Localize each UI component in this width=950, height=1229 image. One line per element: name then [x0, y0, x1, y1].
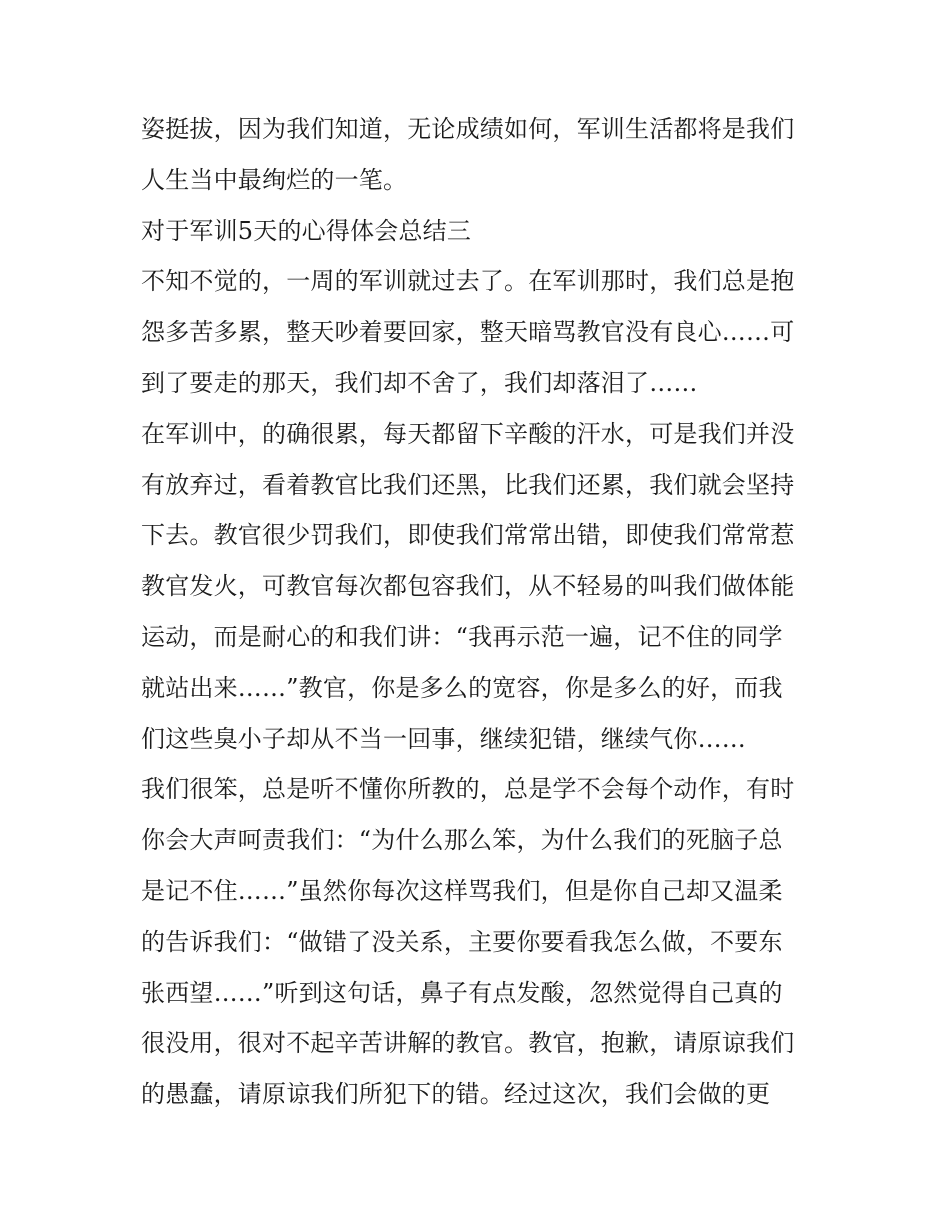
paragraph-line: 姿挺拔，因为我们知道，无论成绩如何，军训生活都将是我们 — [141, 115, 795, 143]
paragraph-line: 很没用，很对不起辛苦讲解的教官。教官，抱歉，请原谅我们 — [141, 1029, 795, 1058]
paragraph-line: 是记不住……”虽然你每次这样骂我们，但是你自己却又温柔 — [141, 876, 783, 905]
paragraph-line: 的告诉我们：“做错了没关系，主要你要看我怎么做，不要东 — [141, 927, 783, 956]
paragraph-line: 张西望……”听到这句话，鼻子有点发酸，忽然觉得自己真的 — [141, 978, 783, 1007]
paragraph-line: 的愚蠢，请原谅我们所犯下的错。经过这次，我们会做的更 — [141, 1080, 771, 1109]
paragraph-line: 我们很笨，总是听不懂你所教的，总是学不会每个动作，有时 — [141, 775, 795, 804]
paragraph-line: 有放弃过，看着教官比我们还黑，比我们还累，我们就会坚持 — [141, 470, 795, 499]
paragraph-line: 怨多苦多累，整天吵着要回家，整天暗骂教官没有良心……可 — [141, 318, 795, 347]
paragraph-line: 在军训中，的确很累，每天都留下辛酸的汗水，可是我们并没 — [141, 419, 795, 448]
paragraph-line: 下去。教官很少罚我们，即使我们常常出错，即使我们常常惹 — [141, 521, 795, 550]
document-body — [141, 104, 821, 1120]
paragraph-line: 运动，而是耐心的和我们讲：“我再示范一遍，记不住的同学 — [141, 622, 783, 651]
paragraph-line: 就站出来……”教官，你是多么的宽容，你是多么的好，而我 — [141, 673, 783, 702]
paragraph-line: 你会大声呵责我们：“为什么那么笨，为什么我们的死脑子总 — [141, 826, 783, 855]
paragraph-line: 不知不觉的，一周的军训就过去了。在军训那时，我们总是抱 — [141, 267, 795, 296]
section-heading: 对于军训5天的心得体会总结三 — [141, 216, 472, 245]
paragraph-line: 们这些臭小子却从不当一回事，继续犯错，继续气你…… — [141, 724, 746, 753]
paragraph-line: 到了要走的那天，我们却不舍了，我们却落泪了…… — [141, 368, 698, 397]
paragraph-line: 人生当中最绚烂的一笔。 — [141, 165, 408, 194]
paragraph-line: 教官发火，可教官每次都包容我们，从不轻易的叫我们做体能 — [141, 572, 795, 601]
